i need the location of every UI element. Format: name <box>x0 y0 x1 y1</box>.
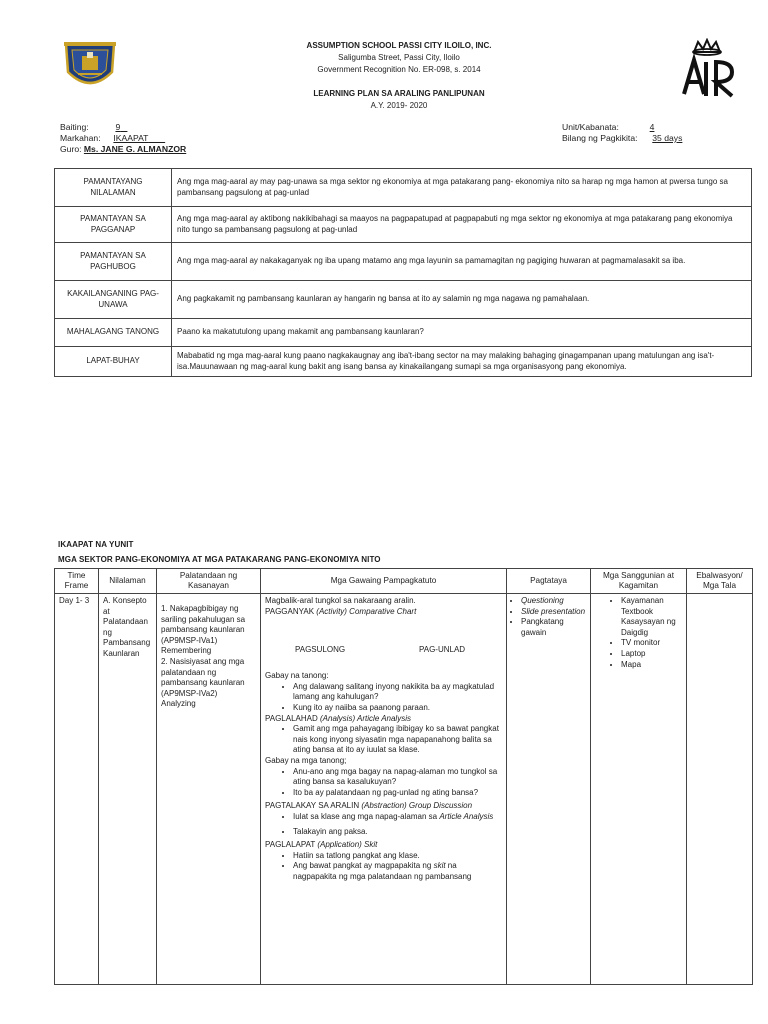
list-item-text: Iulat sa klase ang mga napag-alaman sa <box>293 811 438 821</box>
competency-code: (AP9MSP-IVa1) <box>161 635 218 645</box>
competency-level: Remembering <box>161 646 212 656</box>
header-nilalaman: Nilalaman <box>99 569 157 594</box>
standard-text: Ang pagkakamit ng pambansang kaunlaran ay hangarin ng bansa at ito ay salamin ng mga nagawa ng pamahalaan. <box>172 281 752 319</box>
standards-row <box>55 347 752 377</box>
gabay-list <box>265 682 502 714</box>
nilalaman-cell: A. Konsepto at Palatandaan ng Pambansang Kaunlaran <box>99 594 157 985</box>
list-item: • Anu-ano ang mga bagay na napag-alaman mo tungkol sa ating bansa sa kasalukuyan? <box>293 767 502 788</box>
pagganyak-subheading: (Activity) Comparative Chart <box>316 606 417 616</box>
palatandaan-cell <box>157 594 261 985</box>
header-sanggunian: Mga Sanggunian at Kagamitan <box>591 569 687 594</box>
list-item: • Ito ba ay palatandaan ng pag-unlad ng ating bansa? <box>293 788 502 799</box>
competency-line: 1. Nakapagbibigay ng sariling pakahulugan sa pambansang kaunlaran <box>161 604 246 635</box>
baiting-label: Baiting: <box>60 122 89 132</box>
paglalapat-heading: PAGLALAPAT <box>265 840 316 850</box>
paglalahad-subheading: (Analysis) Article Analysis <box>320 713 411 723</box>
pagganyak-heading: PAGGANYAK <box>265 606 315 616</box>
standard-text: Ang mga mag-aaral ay nakakaganyak ng iba upang matamo ang mga layunin sa pamamagitan ng pagiging huwaran at pagmamalasakit sa iba. <box>172 243 752 281</box>
competency-code: (AP9MSP-IVa2) <box>161 688 218 698</box>
list-item: • Laptop <box>621 649 682 660</box>
header-time-frame: Time Frame <box>55 569 99 594</box>
standard-label: PAMANTAYAN SA PAGHUBOG <box>55 243 172 281</box>
list-item-emphasis: skit <box>433 861 446 871</box>
school-crest-icon <box>60 36 120 96</box>
standard-label: MAHALAGANG TANONG <box>55 319 172 347</box>
pagtalakay-list <box>265 812 502 837</box>
list-item: • Talakayin ang paksa. <box>293 827 502 838</box>
guro-label: Guro: <box>60 144 82 154</box>
gabay-list <box>265 767 502 799</box>
pagtalakay-subheading: (Abstraction) Group Discussion <box>361 801 473 811</box>
guro-value: Ms. JANE G. ALMANZOR <box>83 144 187 154</box>
list-item: • Slide presentation <box>521 607 586 618</box>
school-year: A.Y. 2019- 2020 <box>370 101 428 110</box>
list-item: • Gamit ang mga pahayagang ibibigay ko sa bawat pangkat nais kong inyong siyasatin mga napapanahong balita sa ating bansa at ito ay iuulat sa klase. <box>293 724 502 756</box>
school-address: Saligumba Street, Passi City, Iloilo <box>338 53 460 62</box>
gabay-heading: Gabay na mga tanong; <box>265 755 347 765</box>
header-pagtataya: Pagtataya <box>507 569 591 594</box>
list-item-emphasis: Article Analysis <box>439 811 494 821</box>
markahan-value: IKAAPAT <box>113 133 149 143</box>
standard-label: KAKAILANGANING PAG-UNAWA <box>55 281 172 319</box>
standards-row <box>55 243 752 281</box>
list-item: • Mapa <box>621 660 682 671</box>
standard-label: PAMANTAYAN SA PAGGANAP <box>55 207 172 243</box>
meta-right <box>562 122 682 144</box>
crowned-monogram-icon <box>676 38 738 102</box>
unit-label: Unit/Kabanata: <box>562 122 619 132</box>
list-item: • Hatiin sa tatlong pangkat ang klase. <box>293 851 502 862</box>
standards-row <box>55 207 752 243</box>
list-item: • Kung ito ay naiiba sa paanong paraan. <box>293 703 502 714</box>
competency-line: 2. Nasisiyasat ang mga palatandaan ng pambansang kaunlaran <box>161 656 245 688</box>
unit-subtitle: MGA SEKTOR PANG-EKONOMIYA AT MGA PATAKARANG PANG-EKONOMIYA NITO <box>58 555 381 564</box>
paglalapat-subheading: (Application) Skit <box>317 840 378 850</box>
standard-label: LAPAT-BUHAY <box>55 347 172 377</box>
school-name: ASSUMPTION SCHOOL PASSI CITY ILOILO, INC. <box>306 41 492 50</box>
list-item <box>293 812 502 823</box>
list-item: • Ang dalawang salitang inyong nakikita ba ay magkatulad lamang ang kahulugan? <box>293 682 502 703</box>
table-row <box>55 594 753 985</box>
gabay-heading: Gabay na tanong: <box>265 671 329 681</box>
unit-title: IKAAPAT NA YUNIT <box>58 540 134 549</box>
chart-column-pagsulong: PAGSULONG <box>295 645 346 655</box>
header-ebalwasyon: Ebalwasyon/ Mga Tala <box>687 569 753 594</box>
sanggunian-list <box>595 596 682 670</box>
meta-left <box>60 122 186 155</box>
standard-text: Paano ka makatutulong upang makamit ang pambansang kaunlaran? <box>172 319 752 347</box>
header-palatandaan: Palatandaan ng Kasanayan <box>157 569 261 594</box>
paglalapat-list <box>265 851 502 883</box>
list-item <box>293 861 502 882</box>
standard-text: Ang mga mag-aaral ay aktibong nakikibahagi sa maayos na pagpapatupad at pagpapabuti ng mga sektor ng ekonomiya at mga patakarang pang ekonomiya nito tungo sa pambansang pagsulong at pag-unlad <box>172 207 752 243</box>
list-item: • Pangkatang gawain <box>521 617 586 638</box>
chart-column-pagunlad: PAG-UNLAD <box>419 645 466 655</box>
unit-value: 4 <box>649 122 655 132</box>
meetings-value: 35 days <box>652 133 683 143</box>
government-recognition: Government Recognition No. ER-098, s. 2014 <box>317 65 481 74</box>
markahan-label: Markahan: <box>60 133 101 143</box>
time-frame-cell: Day 1- 3 <box>55 594 99 985</box>
table-header-row <box>55 569 753 594</box>
ebalwasyon-cell <box>687 594 753 985</box>
list-item-text: na nagpapakita ng mga palatandaan ng pambansang <box>293 861 472 881</box>
pagtalakay-heading: PAGTALAKAY SA ARALIN <box>265 801 360 811</box>
baiting-value: 9 <box>115 122 121 132</box>
school-header <box>180 40 618 112</box>
comparative-chart <box>265 617 502 657</box>
standard-text: Ang mga mag-aaral ay may pag-unawa sa mga sektor ng ekonomiya at mga patakarang pang- ekonomiya nito sa harap ng mga hamon at pwersa tungo sa pambansang pagsulong at pag-unlad <box>172 169 752 207</box>
standard-label: PAMANTAYANG NILALAMAN <box>55 169 172 207</box>
list-item: • Kayamanan Textbook Kasaysayan ng Daigdig <box>621 596 682 638</box>
competency-level: Analyzing <box>161 699 196 709</box>
gawain-cell <box>261 594 507 985</box>
pagtataya-cell <box>507 594 591 985</box>
standards-row <box>55 319 752 347</box>
header-gawain: Mga Gawaing Pampagkatuto <box>261 569 507 594</box>
paglalahad-heading: PAGLALAHAD <box>265 713 318 723</box>
sanggunian-cell <box>591 594 687 985</box>
standard-text: Mababatid ng mga mag-aaral kung paano nagkakaugnay ang iba't-ibang sector na may malaking bahaging ginagampanan upang matulungan ang isa't-isa.Mauunawaan ng mag-aaral kung bakit ang isang bansa ay kinakailangang sumapi sa mga organisasyong pang ekonomiya. <box>172 347 752 377</box>
paglalahad-list <box>265 724 502 756</box>
list-item-text: Ang bawat pangkat ay magpapakita ng <box>293 861 432 871</box>
learning-plan-table <box>54 568 753 985</box>
list-item: • Questioning <box>521 596 586 607</box>
standards-row <box>55 169 752 207</box>
plan-title: LEARNING PLAN SA ARALING PANLIPUNAN <box>313 89 485 98</box>
list-item: • TV monitor <box>621 638 682 649</box>
pagtataya-list <box>511 596 586 638</box>
standards-table <box>54 168 752 377</box>
gawain-intro: Magbalik-aral tungkol sa nakaraang aralin. <box>265 596 416 605</box>
meetings-label: Bilang ng Pagkikita: <box>562 133 638 143</box>
standards-row <box>55 281 752 319</box>
